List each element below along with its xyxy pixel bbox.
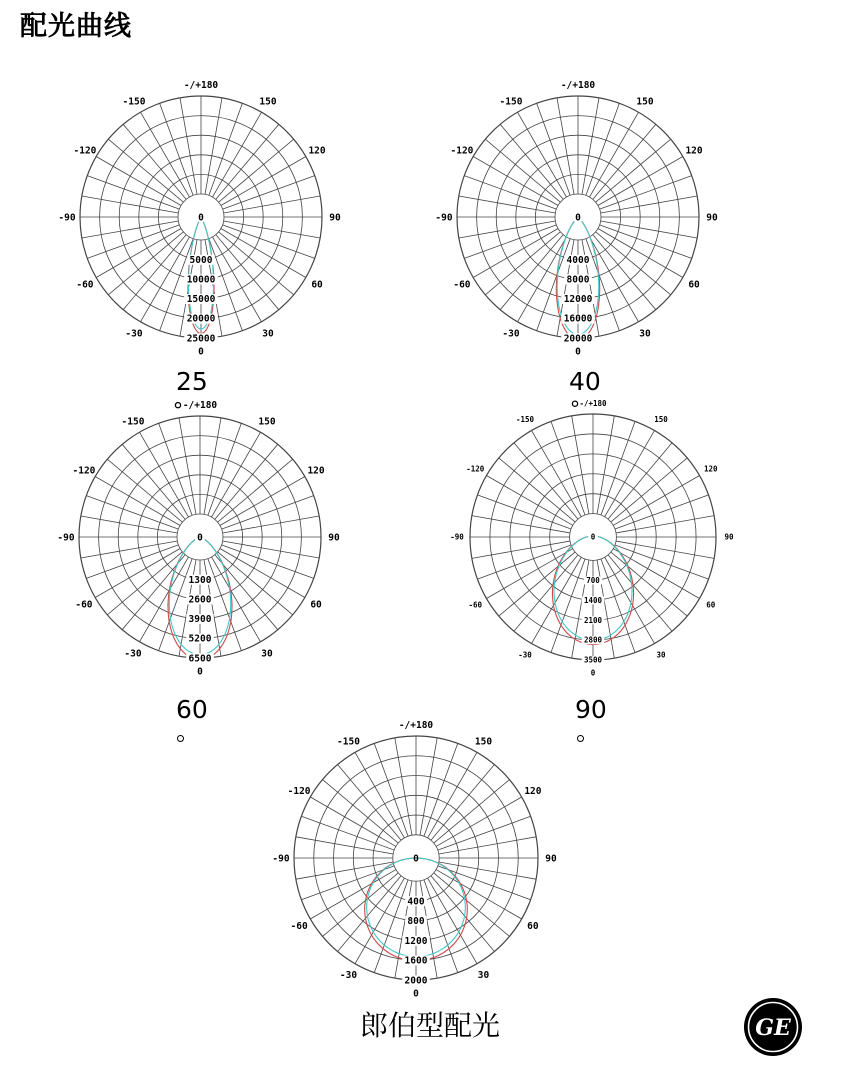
radial-tick-label: 1200 (404, 935, 428, 947)
angle-label: 150 (258, 416, 276, 428)
angle-label: 60 (527, 920, 539, 932)
angle-label: 30 (262, 328, 274, 340)
radial-tick-label: 2000 (404, 975, 428, 987)
angle-label: -90 (58, 212, 76, 224)
radial-tick-label: 1400 (583, 595, 603, 605)
angle-label: 90 (706, 212, 718, 224)
grid-spoke (395, 738, 412, 835)
angle-label: 0 (590, 668, 596, 678)
angle-label: 120 (307, 465, 325, 477)
grid-spoke (439, 837, 536, 854)
grid-spoke (434, 873, 510, 937)
radial-tick-label: 2600 (188, 594, 212, 606)
center-label: 0 (590, 532, 596, 542)
radial-tick-label: 2800 (583, 635, 603, 645)
radial-tick-label: 800 (407, 916, 425, 928)
ge-logo-text: GE (755, 1015, 791, 1041)
angle-label: 150 (474, 736, 493, 748)
radial-tick-label: 15000 (186, 294, 216, 306)
radial-tick-label: 20000 (186, 313, 216, 325)
angle-label: -120 (450, 145, 474, 157)
angle-label: -60 (290, 920, 308, 932)
grid-spoke (296, 862, 393, 879)
ge-logo-icon (743, 997, 803, 1057)
angle-label: 0 (413, 988, 419, 1000)
top-angle-label: -/+180 (182, 400, 218, 411)
grid-spoke (323, 780, 399, 844)
angle-label: -150 (515, 414, 535, 424)
radial-tick-label: 2100 (583, 615, 603, 625)
center-label: 0 (197, 532, 203, 544)
grid-spoke (424, 743, 458, 836)
angle-label: 60 (311, 279, 323, 291)
radial-tick-label: 400 (407, 896, 425, 908)
angle-label: 60 (688, 279, 700, 291)
chart-caption-40: 40 (569, 367, 601, 396)
grid-spoke (338, 765, 402, 841)
top-angle-label: -/+180 (579, 399, 607, 408)
grid-spoke (434, 780, 510, 844)
angle-label: 30 (261, 648, 273, 660)
radial-tick-label: 4000 (566, 254, 590, 266)
grid-spoke (323, 873, 399, 937)
grid-spoke (301, 866, 394, 900)
angle-label: -150 (121, 416, 145, 428)
angle-label: 150 (654, 414, 668, 424)
grid-spoke (420, 738, 437, 835)
angle-label: 120 (685, 145, 703, 157)
angle-label: -120 (287, 785, 311, 797)
center-label: 0 (575, 212, 581, 224)
angle-label: -90 (272, 853, 290, 865)
radial-tick-label: 6500 (188, 653, 212, 665)
angle-label: 90 (328, 532, 340, 544)
angle-label: -30 (339, 970, 358, 982)
angle-label: 120 (704, 464, 718, 474)
top-angle-label: -/+180 (398, 720, 434, 731)
angle-label: -60 (75, 599, 93, 611)
center-label: 0 (413, 853, 419, 865)
grid-spoke (296, 837, 393, 854)
grid-spoke (438, 866, 531, 900)
chart-caption-60: 60 (176, 695, 208, 724)
radial-tick-label: 1300 (188, 574, 212, 586)
angle-label: 30 (656, 650, 666, 660)
angle-label: -150 (122, 96, 146, 108)
angle-label: 90 (545, 853, 557, 865)
radial-tick-label: 3900 (188, 614, 212, 626)
angle-label: -120 (72, 465, 96, 477)
page-title: 配光曲线 (20, 11, 132, 42)
chart-caption-lambertian: 郎伯型配光 (360, 1009, 501, 1042)
radial-tick-label: 5200 (188, 633, 212, 645)
angle-label: 150 (259, 96, 277, 108)
angle-label: -30 (502, 328, 520, 340)
angle-label: -90 (450, 532, 464, 542)
radial-tick-label: 3500 (583, 655, 603, 665)
chart-caption-90: 90 (575, 695, 607, 724)
angle-label: 0 (575, 346, 581, 358)
grid-spoke (431, 765, 495, 841)
radial-tick-label: 8000 (566, 274, 590, 286)
angle-label: 60 (706, 600, 716, 610)
angle-label: -60 (453, 279, 471, 291)
angle-label: -30 (125, 328, 143, 340)
grid-spoke (438, 816, 531, 850)
angle-label: 0 (197, 666, 203, 678)
angle-label: 0 (198, 346, 204, 358)
center-label: 0 (198, 212, 204, 224)
top-angle-label: -/+180 (183, 80, 219, 91)
angle-label: -90 (435, 212, 453, 224)
radial-tick-label: 25000 (186, 333, 216, 345)
chart-caption-25: 25 (176, 367, 208, 396)
angle-label: 150 (636, 96, 654, 108)
angle-label: -150 (499, 96, 523, 108)
angle-label: 90 (724, 532, 734, 542)
angle-label: 120 (524, 785, 542, 797)
angle-label: -120 (73, 145, 97, 157)
angle-label: -30 (518, 650, 532, 660)
angle-label: 60 (310, 599, 322, 611)
radial-tick-label: 5000 (189, 254, 213, 266)
angle-label: 30 (477, 970, 490, 982)
grid-spoke (374, 743, 408, 836)
angle-label: 90 (329, 212, 341, 224)
angle-label: -60 (468, 600, 482, 610)
radial-tick-label: 1600 (404, 955, 428, 967)
radial-tick-label: 10000 (186, 274, 216, 286)
angle-label: -90 (57, 532, 75, 544)
top-angle-label: -/+180 (560, 80, 596, 91)
radial-tick-label: 700 (586, 575, 600, 585)
angle-label: -30 (124, 648, 142, 660)
angle-label: -60 (76, 279, 94, 291)
radial-tick-label: 12000 (563, 294, 593, 306)
radial-tick-label: 20000 (563, 333, 593, 345)
grid-spoke (439, 862, 536, 879)
grid-spoke (301, 816, 394, 850)
angle-label: -120 (466, 464, 485, 474)
radial-tick-label: 16000 (563, 313, 593, 325)
angle-label: 30 (639, 328, 651, 340)
angle-label: 120 (308, 145, 326, 157)
angle-label: -150 (337, 736, 360, 748)
